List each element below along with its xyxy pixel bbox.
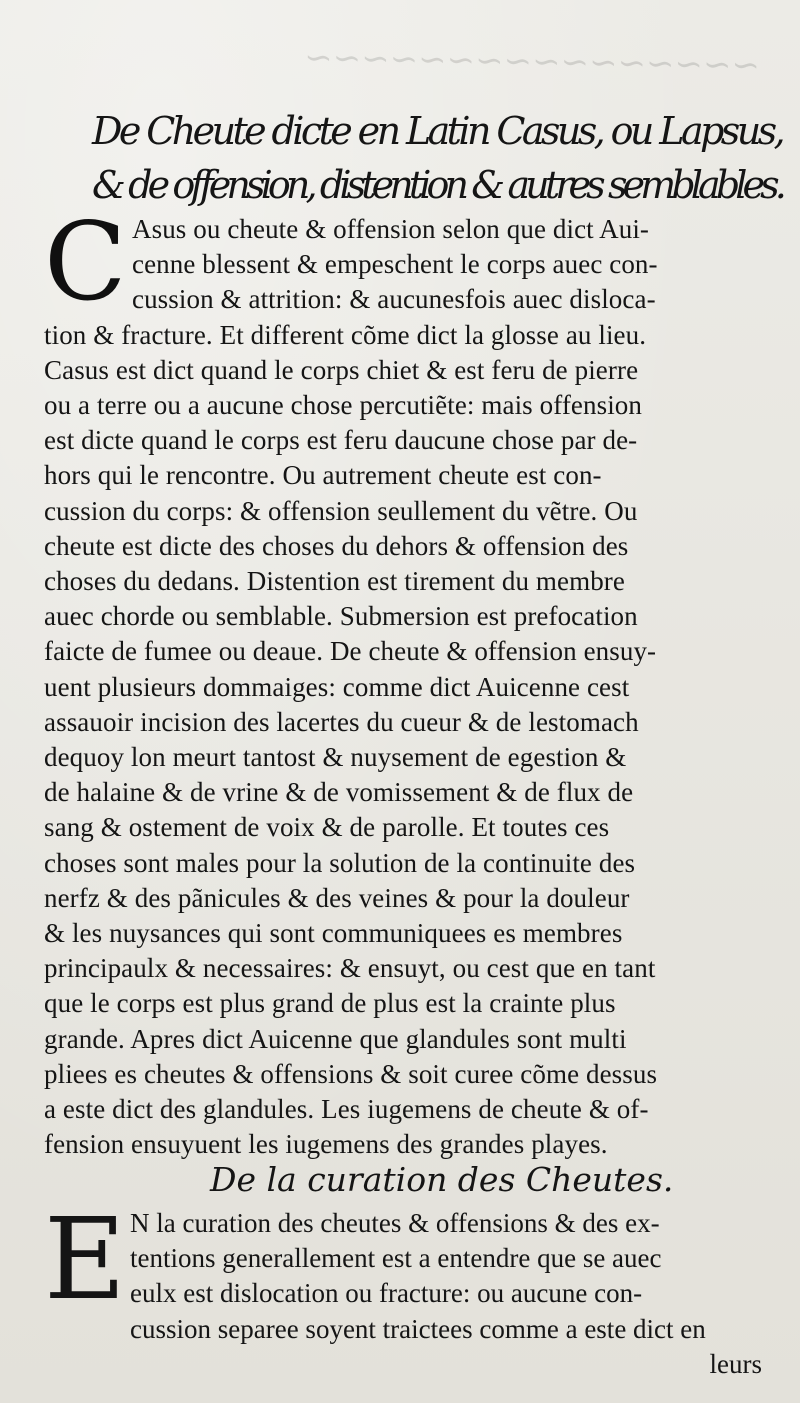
text-line: cheute est dicte des choses du dehors & offension des [44, 530, 629, 561]
text-line: pliees es cheutes & offensions & soit curee cõme dessus [44, 1058, 658, 1089]
text-line: ou a terre ou a aucune chose percutiẽte: mais offension [44, 390, 643, 421]
drop-cap-e: E [44, 1195, 126, 1325]
text-line: nerfz & des pãnicules & des veines & pour la douleur [44, 882, 630, 913]
text-line: dequoy lon meurt tantost & nuysement de egestion & [44, 742, 627, 773]
text-line: de halaine & de vrine & de vomissement & de flux de [44, 777, 634, 808]
text-line: faicte de fumee ou deaue. De cheute & offension ensuy- [44, 636, 657, 667]
text-line: choses du dedans. Distention est tirement du membre [44, 566, 625, 597]
text-line: eulx est dislocation ou fracture: ou aucune con- [130, 1278, 643, 1309]
text-line: tion & fracture. Et different cõme dict la glosse au lieu. [44, 319, 647, 350]
section-heading: De la curation des Cheutes. [210, 1160, 674, 1199]
text-line: cussion du corps: & offension seullement du vẽtre. Ou [44, 495, 638, 526]
text-line: assauoir incision des lacertes du cueur & de lestomach [44, 706, 639, 737]
drop-cap-c: C [44, 200, 127, 325]
chapter-title [92, 104, 782, 212]
text-line: cussion & attrition: & aucunesfois auec disloca- [132, 284, 656, 315]
text-line: sang & ostement de voix & de parolle. Et toutes ces [44, 812, 610, 843]
text-line: que le corps est plus grand de plus est la crainte plus [44, 988, 616, 1019]
text-line: grande. Apres dict Auicenne que glandules sont multi [44, 1023, 627, 1054]
text-line: a este dict des glandules. Les iugemens de cheute & of- [44, 1094, 649, 1125]
text-line: N la curation des cheutes & offensions & des ex- [130, 1208, 660, 1238]
text-line: fension ensuyuent les iugemens des grandes playes. [44, 1129, 608, 1160]
section-2-text [44, 1195, 770, 1382]
section-1-text [44, 200, 770, 1162]
text-line: & les nuysances qui sont communiquees es membres [44, 918, 623, 949]
text-line: hors qui le rencontre. Ou autrement cheute est con- [44, 460, 602, 491]
text-line: principaulx & necessaires: & ensuyt, ou cest que en tant [44, 953, 656, 984]
text-line: tentions generallement est a entendre que se auec [130, 1243, 662, 1274]
chapter-title-line-1: De Cheute dicte en Latin Casus, ou Lapsus, [92, 109, 783, 153]
text-line: cussion separee soyent traictees comme a este dict en [130, 1313, 706, 1344]
text-line: auec chorde ou semblable. Submersion est prefocation [44, 601, 638, 632]
text-line: est dicte quand le corps est feru daucune chose par de- [44, 425, 638, 456]
text-line: cenne blessent & empeschent le corps auec con- [132, 249, 658, 280]
text-line: Casus est dict quand le corps chiet & est feru de pierre [44, 354, 639, 385]
bleed-through-text: ~~~~~~~~~~~~~~~~ [303, 37, 761, 86]
catchword: leurs [709, 1348, 762, 1379]
text-line: uent plusieurs dommaiges: comme dict Auicenne cest [44, 671, 630, 702]
text-line: Asus ou cheute & offension selon que dict Aui- [132, 214, 650, 244]
text-line: choses sont males pour la solution de la continuite des [44, 847, 636, 878]
chapter-title-line-2: & de offension, distention & autres semblables. [92, 163, 782, 207]
